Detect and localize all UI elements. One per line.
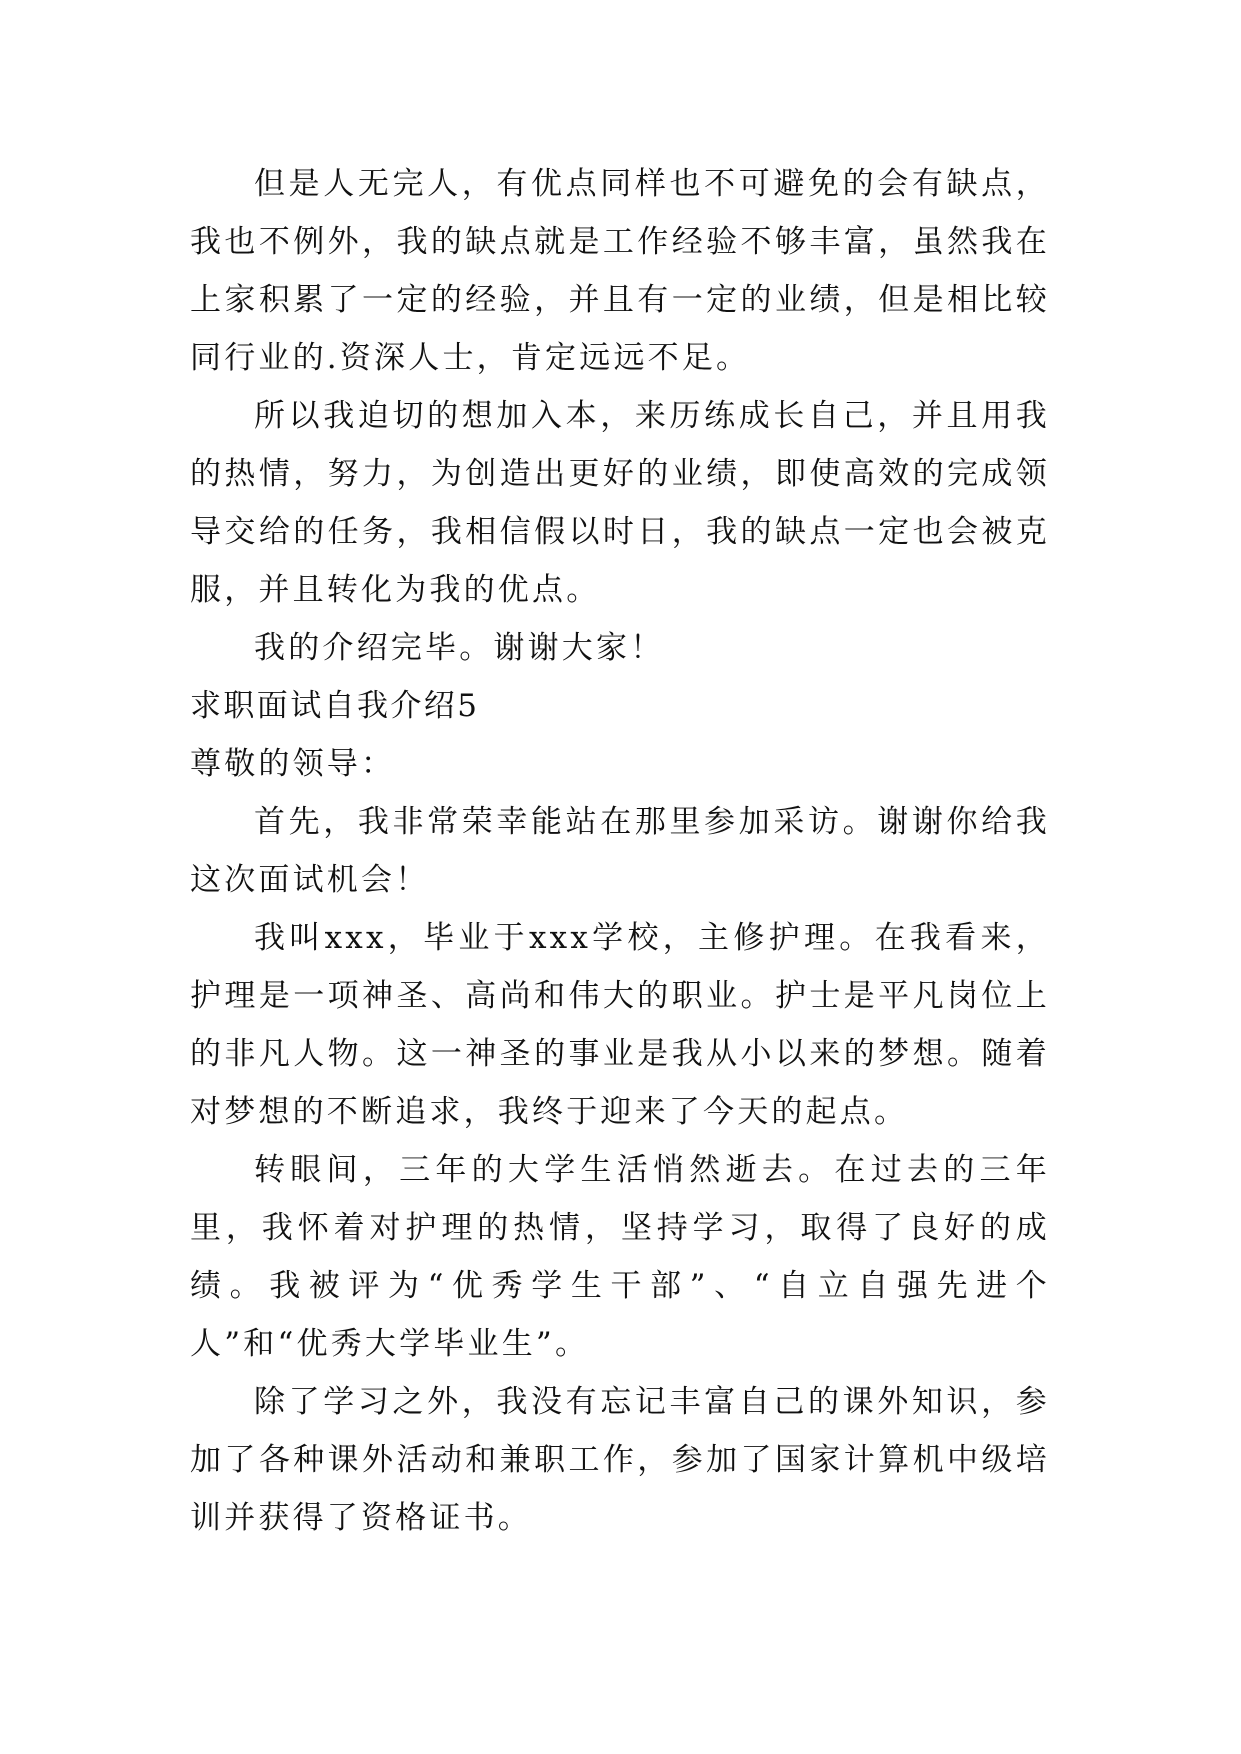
paragraph-closing: 我的介绍完毕。谢谢大家！ <box>254 630 665 666</box>
paragraph-motivation: 所以我迫切的想加入本，来历练成长自己，并且用我的热情，努力，为创造出更好的业绩，即使高效的完成领导交给的任务，我相信假以时日，我的缺点一定也会被克服，并且转化为我的优点。 <box>190 398 1050 608</box>
section-heading: 求职面试自我介绍5 <box>190 688 480 724</box>
paragraph-college-life: 转眼间，三年的大学生活悄然逝去。在过去的三年里，我怀着对护理的热情，坚持学习，取得了良好的成绩。我被评为“优秀学生干部”、“自立自强先进个人”和“优秀大学毕业生”。 <box>190 1152 1050 1362</box>
paragraph-introduction: 我叫xxx，毕业于xxx学校，主修护理。在我看来，护理是一项神圣、高尚和伟大的职业。护士是平凡岗位上的非凡人物。这一神圣的事业是我从小以来的梦想。随着对梦想的不断追求，我终于迎来了今天的起点。 <box>190 920 1050 1130</box>
paragraph-weakness: 但是人无完人，有优点同样也不可避免的会有缺点，我也不例外，我的缺点就是工作经验不够丰富，虽然我在上家积累了一定的经验，并且有一定的业绩，但是相比较同行业的.资深人士，肯定远远不足。 <box>190 166 1050 376</box>
paragraph-extracurricular: 除了学习之外，我没有忘记丰富自己的课外知识，参加了各种课外活动和兼职工作，参加了国家计算机中级培训并获得了资格证书。 <box>190 1384 1050 1536</box>
paragraph-thanks: 首先，我非常荣幸能站在那里参加采访。谢谢你给我这次面试机会！ <box>190 804 1050 898</box>
document-body <box>190 155 1050 1547</box>
salutation: 尊敬的领导： <box>190 746 396 782</box>
